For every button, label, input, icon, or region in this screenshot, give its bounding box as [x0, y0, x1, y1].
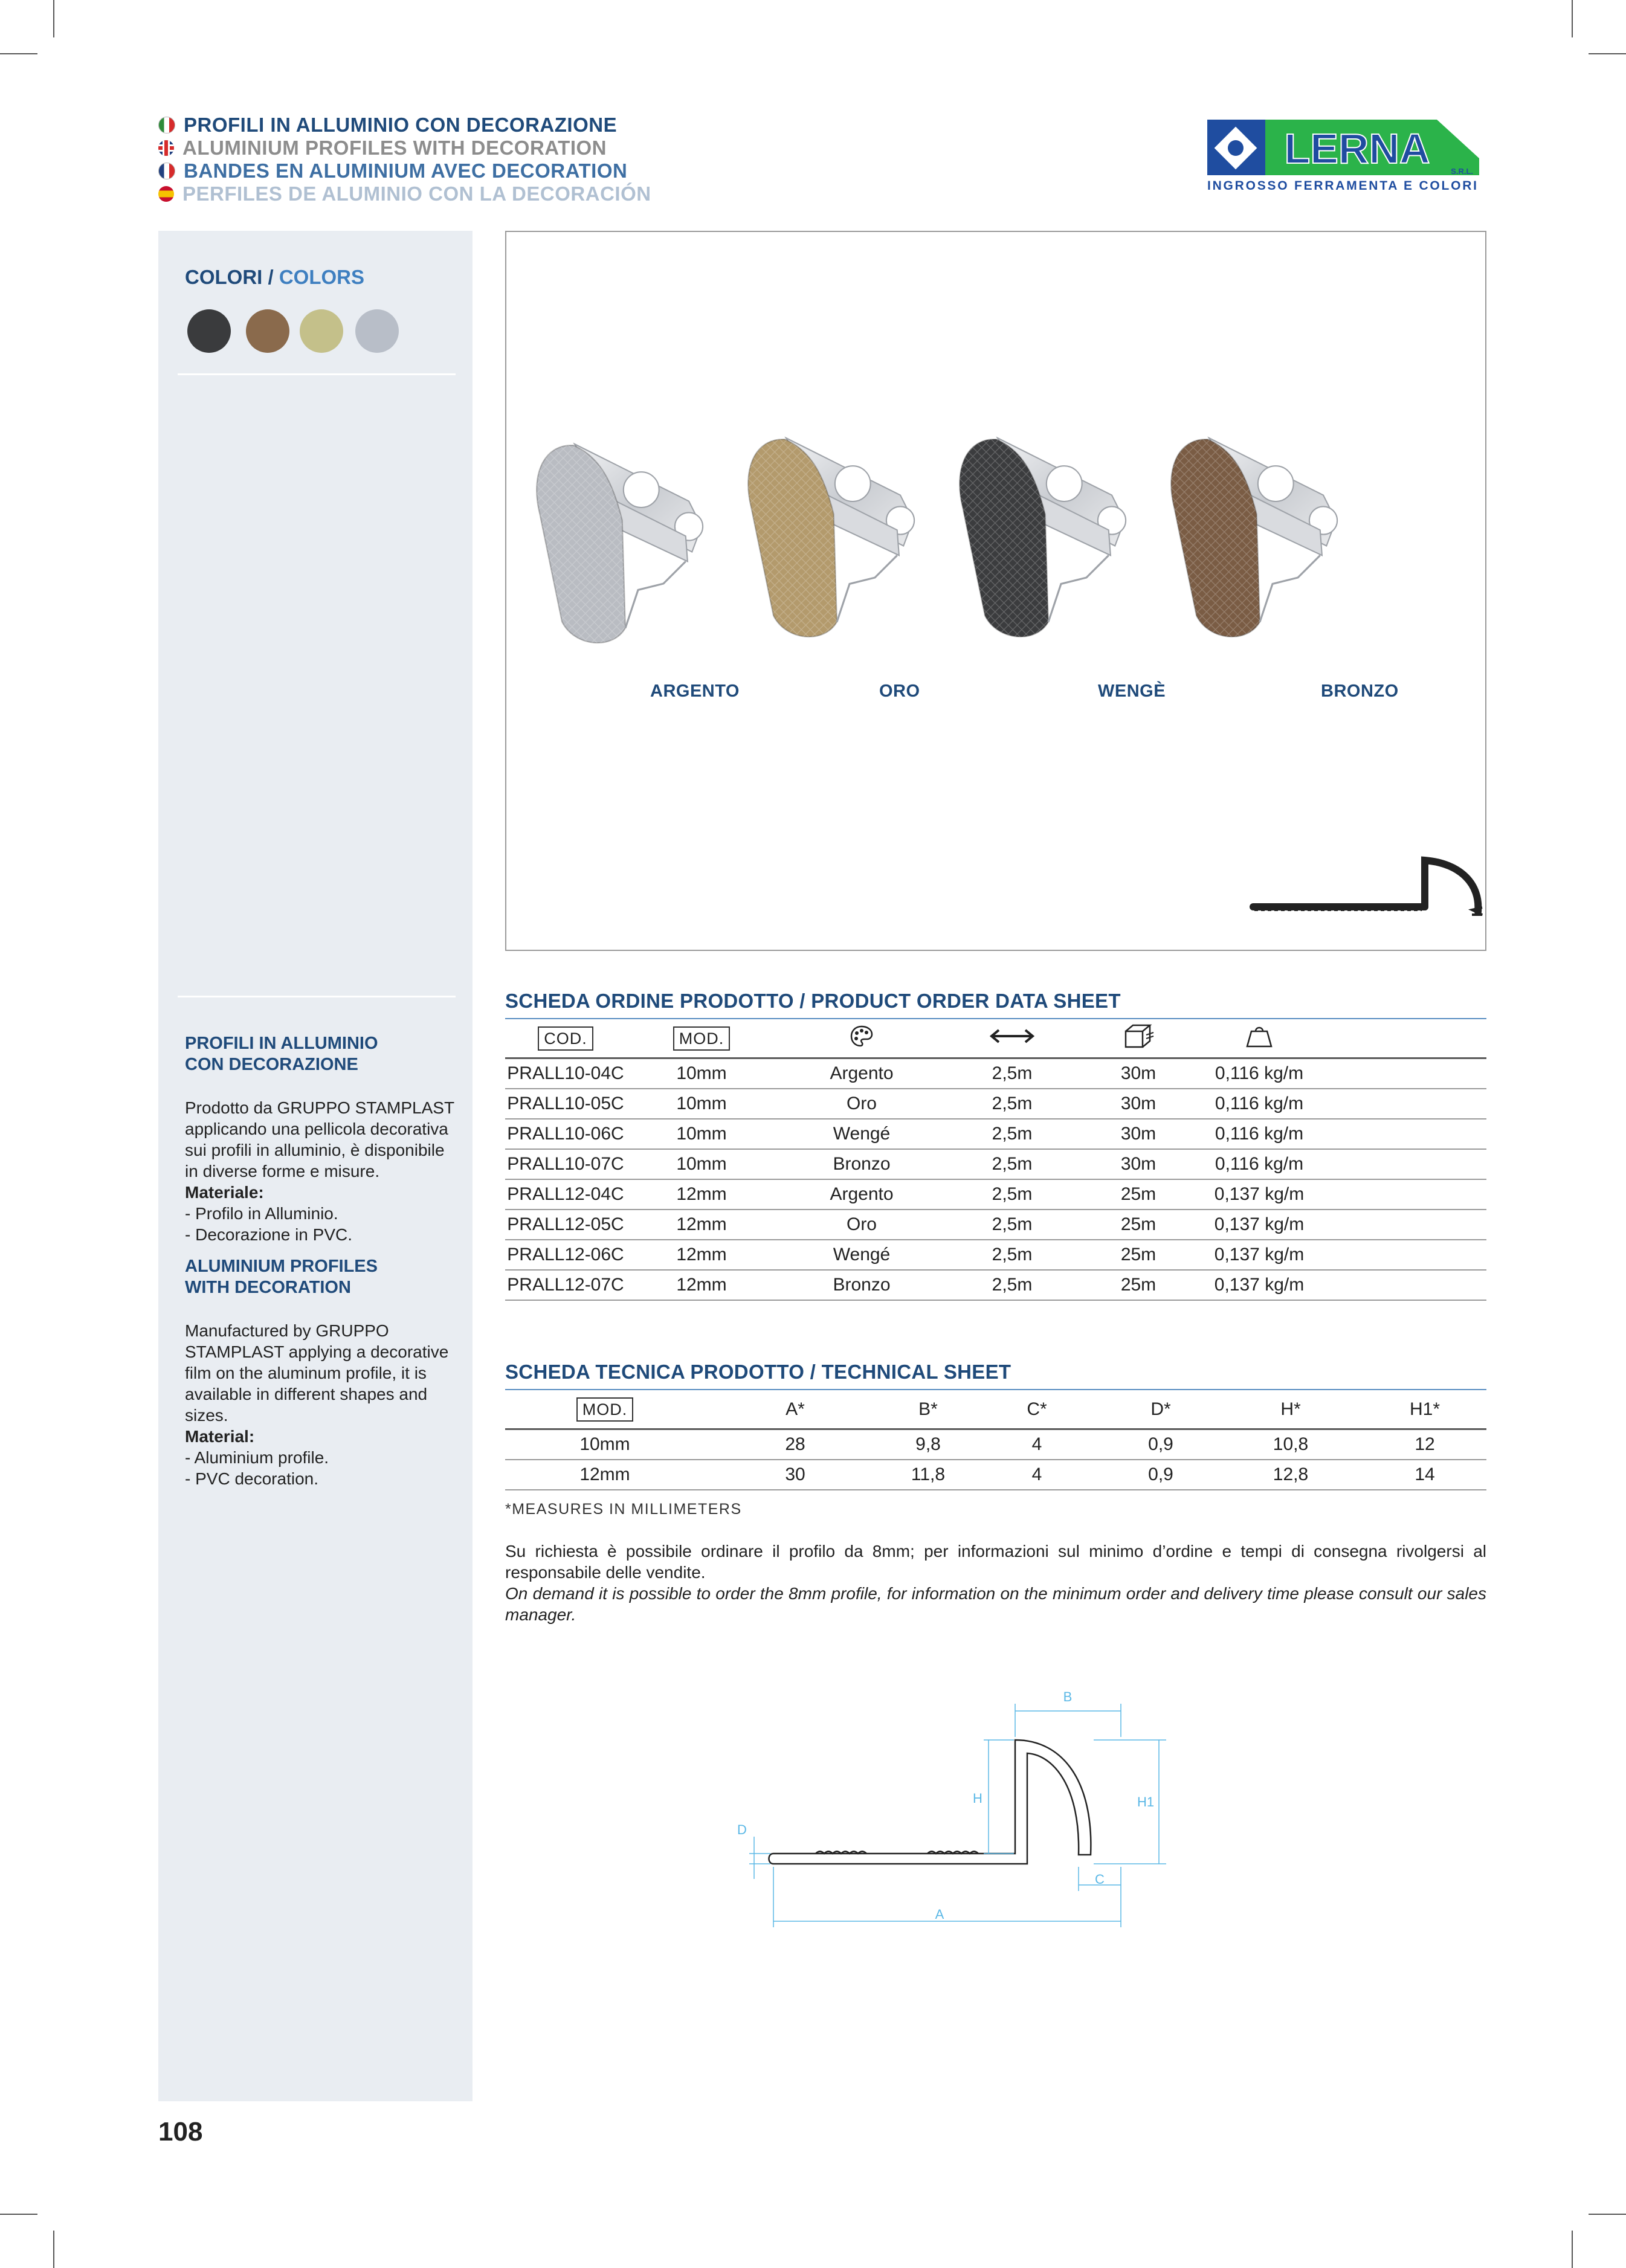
color-swatch-silver — [355, 309, 399, 353]
colors-title: COLORI / COLORS — [185, 266, 365, 288]
length-arrow-icon — [989, 1027, 1035, 1045]
profile-label-wenge: WENGÈ — [1098, 681, 1166, 701]
note-english: On demand it is possible to order the 8mm profile, for information on the minimum order and delivery time please consult our sales manager. — [505, 1584, 1486, 1624]
weight-icon — [1245, 1024, 1273, 1048]
profile-section-icon — [1253, 860, 1482, 915]
product-photo — [506, 232, 1485, 950]
italy-flag-icon — [158, 117, 175, 134]
uk-flag-icon — [158, 140, 174, 156]
dim-label-c: C — [1095, 1872, 1105, 1887]
title-english: ALUMINIUM PROFILES WITH DECORATION — [158, 137, 651, 159]
sidebar-body-english: Manufactured by GRUPPO STAMPLAST applying a decorative film on the aluminum profile, it is available in different shapes and sizes. — [185, 1321, 449, 1425]
crop-mark — [53, 2231, 54, 2268]
tech-table — [505, 1391, 1486, 1490]
crop-mark — [1589, 53, 1626, 54]
box-icon — [1122, 1023, 1155, 1049]
table-row: PRALL12-04C 12mm Argento 2,5m 25m 0,137 kg/m — [505, 1179, 1486, 1210]
table-row: PRALL12-07C 12mm Bronzo 2,5m 25m 0,137 kg/m — [505, 1270, 1486, 1300]
crop-mark — [1589, 2214, 1626, 2215]
color-swatch-dark — [187, 309, 231, 353]
table-row: PRALL10-05C 10mm Oro 2,5m 30m 0,116 kg/m — [505, 1089, 1486, 1119]
product-photo-frame — [505, 231, 1486, 951]
technical-drawing — [725, 1680, 1172, 1933]
dim-label-h: H — [973, 1791, 982, 1806]
lerna-logo — [1207, 116, 1479, 195]
order-table — [505, 1020, 1486, 1301]
crop-mark — [1572, 2231, 1573, 2268]
profile-image-1 — [537, 444, 703, 643]
profile-label-bronzo: BRONZO — [1321, 681, 1399, 701]
logo-dot — [1228, 140, 1244, 156]
profile-image-4 — [1171, 438, 1337, 637]
profile-image-3 — [960, 438, 1126, 637]
sidebar-heading-italian: PROFILI IN ALLUMINIO CON DECORAZIONE — [185, 1034, 378, 1074]
profile-image-2 — [748, 438, 914, 637]
tech-sheet-title: SCHEDA TECNICA PRODOTTO / TECHNICAL SHEET — [505, 1361, 1011, 1383]
table-row: PRALL10-04C 10mm Argento 2,5m 30m 0,116 kg/m — [505, 1058, 1486, 1089]
table-row: PRALL12-06C 12mm Wengé 2,5m 25m 0,137 kg/m — [505, 1240, 1486, 1270]
profile-label-oro: ORO — [879, 681, 920, 701]
sidebar-divider — [178, 996, 456, 997]
title-spanish: PERFILES DE ALUMINIO CON LA DECORACIÓN — [158, 182, 651, 205]
table-row: PRALL10-06C 10mm Wengé 2,5m 30m 0,116 kg/m — [505, 1119, 1486, 1149]
color-swatch-brown — [246, 309, 289, 353]
dim-label-h1: H1 — [1137, 1794, 1155, 1809]
page-number: 108 — [158, 2117, 203, 2147]
note-italian: Su richiesta è possibile ordinare il profilo da 8mm; per informazioni sul minimo d’ordine e tempi di consegna rivolgersi al responsabile delle vendite. — [505, 1542, 1486, 1582]
crop-mark — [0, 2214, 37, 2215]
title-italian: PROFILI IN ALLUMINIO CON DECORAZIONE — [158, 114, 651, 137]
tech-sheet-rule — [505, 1389, 1486, 1390]
spain-flag-icon — [158, 186, 174, 202]
france-flag-icon — [158, 163, 175, 179]
order-sheet-title: SCHEDA ORDINE PRODOTTO / PRODUCT ORDER DATA SHEET — [505, 990, 1121, 1012]
order-sheet-rule — [505, 1018, 1486, 1019]
profile-label-argento: ARGENTO — [650, 681, 740, 701]
crop-mark — [53, 0, 54, 37]
order-table-header — [505, 1020, 1486, 1058]
tech-table-header: MOD. A* B* C* D* H* H1* — [505, 1391, 1486, 1429]
title-french: BANDES EN ALUMINIUM AVEC DECORATION — [158, 159, 651, 182]
header-titles — [158, 114, 651, 205]
table-row: PRALL10-07C 10mm Bronzo 2,5m 30m 0,116 kg/m — [505, 1149, 1486, 1179]
profiles-layer — [537, 438, 1337, 643]
table-row: PRALL12-05C 12mm Oro 2,5m 25m 0,137 kg/m — [505, 1210, 1486, 1240]
mod-header: MOD. — [576, 1397, 634, 1422]
sidebar-divider — [178, 373, 456, 375]
logo-tagline: INGROSSO FERRAMENTA E COLORI — [1207, 179, 1477, 193]
crop-mark — [1572, 0, 1573, 37]
sidebar-heading-english: ALUMINIUM PROFILES WITH DECORATION — [185, 1257, 378, 1297]
mod-header: MOD. — [673, 1026, 731, 1051]
dim-label-d: D — [737, 1822, 747, 1837]
crop-mark — [0, 53, 37, 54]
palette-icon — [850, 1024, 874, 1048]
logo-srl: S.R.L. — [1451, 167, 1473, 176]
table-row: 10mm 28 9,8 4 0,9 10,8 12 — [505, 1429, 1486, 1460]
cod-header: COD. — [538, 1026, 593, 1051]
sidebar-description-italian: PROFILI IN ALLUMINIO CON DECORAZIONE Prodotto da GRUPPO STAMPLAST applicando una pellicola decorativa sui profili in alluminio, è disponibile in diverse forme e misure. Materiale: - Profilo in Alluminio. - Decorazione in PVC. ALUMINIUM PROFILES WITH DECORATION Manufactured by GRUPPO STAMPLAST applying a decorative film on the aluminum profile, it is available in different shapes and sizes. Material: - Aluminium profile. - PVC decoration. — [185, 1033, 457, 1489]
dim-label-b: B — [1063, 1689, 1073, 1704]
measures-note: *MEASURES IN MILLIMETERS — [505, 1501, 742, 1518]
profile-outline — [769, 1740, 1091, 1864]
sidebar-body-italian: Prodotto da GRUPPO STAMPLAST applicando una pellicola decorativa sui profili in alluminio, è disponibile in diverse forme e misure. — [185, 1098, 454, 1181]
table-row: 12mm 30 11,8 4 0,9 12,8 14 — [505, 1460, 1486, 1490]
logo-wordmark: LERNA — [1284, 125, 1430, 172]
dimension-lines — [749, 1704, 1166, 1927]
dimension-labels — [737, 1689, 1154, 1922]
color-swatch-gold — [300, 309, 343, 353]
dim-label-a: A — [935, 1907, 944, 1922]
